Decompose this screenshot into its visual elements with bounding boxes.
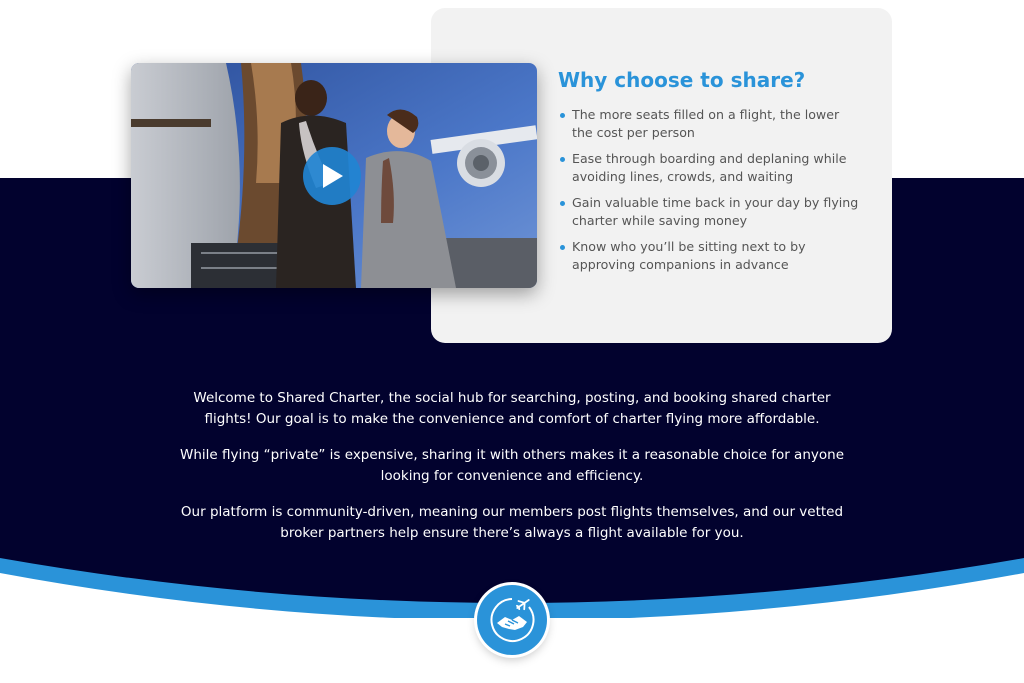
play-icon <box>320 163 344 189</box>
intro-paragraph: While flying “private” is expensive, sharing it with others makes it a reasonable choice for anyone looking for convenience and efficiency. <box>180 447 844 484</box>
bullet-dot-icon <box>560 157 565 162</box>
list-item <box>558 238 863 274</box>
bullet-text: Know who you’ll be sitting next to by approving companions in advance <box>572 239 806 272</box>
bullet-dot-icon <box>560 201 565 206</box>
bullet-dot-icon <box>560 113 565 118</box>
video-thumbnail[interactable] <box>131 63 537 288</box>
list-item <box>558 150 863 186</box>
list-item <box>558 106 863 142</box>
play-button[interactable] <box>303 147 361 205</box>
bullet-text: Gain valuable time back in your day by flying charter while saving money <box>572 195 859 228</box>
list-item <box>558 194 863 230</box>
bullet-text: The more seats filled on a flight, the lower the cost per person <box>572 107 840 140</box>
bullet-text: Ease through boarding and deplaning while avoiding lines, crowds, and waiting <box>572 151 847 184</box>
handshake-plane-icon <box>485 593 539 647</box>
bullet-dot-icon <box>560 245 565 250</box>
intro-text-block <box>170 388 854 559</box>
intro-paragraph: Welcome to Shared Charter, the social hub for searching, posting, and booking shared charter flights! Our goal is to make the convenience and comfort of charter flying more affordable. <box>193 390 831 427</box>
why-share-title: Why choose to share? <box>558 68 806 92</box>
why-share-list <box>558 106 863 282</box>
intro-paragraph: Our platform is community-driven, meaning our members post flights themselves, and our vetted broker partners help ensure there’s always a flight available for you. <box>180 504 844 541</box>
handshake-badge <box>477 585 547 655</box>
